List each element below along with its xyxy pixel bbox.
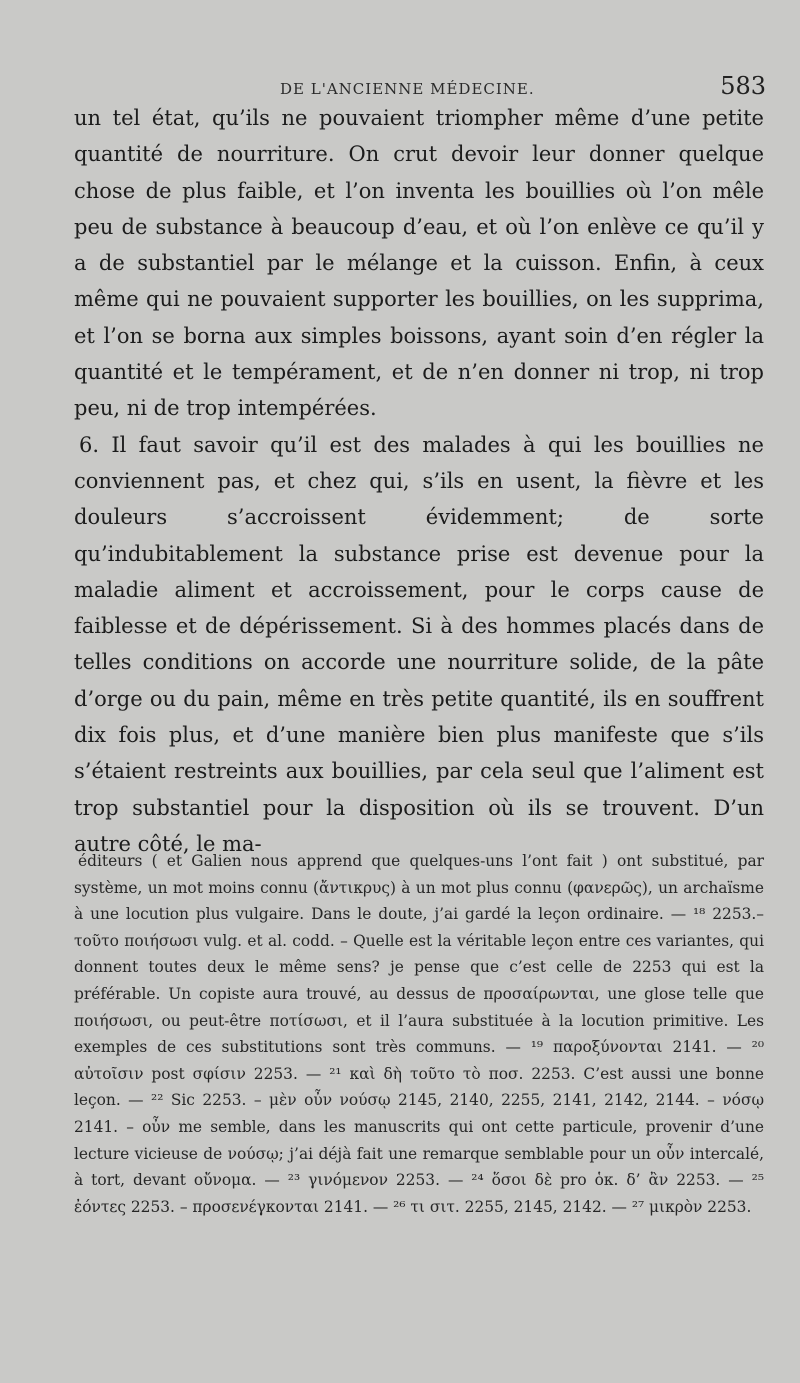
main-text	[74, 100, 764, 862]
paragraph-1: un tel état, qu’ils ne pouvaient triompher même d’une petite quantité de nourriture. On crut devoir leur donner quelque chose de plus faible, et l’on inventa les bouillies où l’on mêle peu de substance à beaucoup d’eau, et où l’on enlève ce qu’il y a de substantiel par le mélange et la cuisson. Enfin, à ceux même qui ne pouvaient supporter les bouillies, on les supprima, et l’on se borna aux simples boissons, ayant soin d’en régler la quantité et le tempérament, et de n’en donner ni trop, ni trop peu, ni de trop intempérées.	[74, 106, 764, 421]
footnotes	[74, 848, 764, 1220]
footnote-text: éditeurs ( et Galien nous apprend que quelques-uns l’ont fait ) ont substitué, par système, un mot moins connu (ἄντικρυς) à un mot plus connu (φανερῶς), un archaïsme à une locution plus vulgaire. Dans le doute, j’ai gardé la leçon ordinaire. — ¹⁸ 2253.– τοῦτο ποιήσωσι vulg. et al. codd. – Quelle est la véritable leçon entre ces variantes, qui donnent toutes deux le même sens? je pense que c’est celle de 2253 qui est la préférable. Un copiste aura trouvé, au dessus de προσαίρωνται, une glose telle que ποιήσωσι, ou peut-être ποτίσωσι, et il l’aura substituée à la locution primitive. Les exemples de ces substitutions sont très communs. — ¹⁹ παροξύνονται 2141. — ²⁰ αὐτοῖσιν post σφίσιν 2253. — ²¹ καὶ δὴ τοῦτο τὸ ποσ. 2253. C’est aussi une bonne leçon. — ²² Sic 2253. – μὲν οὖν νούσῳ 2145, 2140, 2255, 2141, 2142, 2144. – νόσῳ 2141. – οὖν me semble, dans les manuscrits qui ont cette particule, provenir d’une lecture vicieuse de νούσῳ; j’ai déjà fait une remarque semblable pour un οὖν intercalé, à tort, devant οὔνομα. — ²³ γινόμενον 2253. — ²⁴ ὅσοι δὲ pro ὁκ. δ’ ἂν 2253. — ²⁵ ἐόντες 2253. – προσενέγκονται 2141. — ²⁶ τι σιτ. 2255, 2145, 2142. — ²⁷ μικρὸν 2253.	[74, 852, 764, 1216]
paragraph-2: 6. Il faut savoir qu’il est des malades à qui les bouillies ne conviennent pas, et chez qui, s’ils en usent, la fièvre et les douleurs s’accroissent évidemment; de sorte qu’indubitablement la substance prise est devenue pour la maladie aliment et accroissement, pour le corps cause de faiblesse et de dépérissement. Si à des hommes placés dans de telles conditions on accorde une nourriture solide, de la pâte d’orge ou du pain, même en très petite quantité, ils en souffrent dix fois plus, et d’une manière bien plus manifeste que s’ils s’étaient restreints aux bouillies, par cela seul que l’aliment est trop substantiel pour la disposition où ils se trouvent. D’un autre côté, le ma-	[74, 432, 764, 856]
page-number: 583	[720, 72, 766, 100]
running-title: DE L'ANCIENNE MÉDECINE.	[280, 80, 535, 98]
